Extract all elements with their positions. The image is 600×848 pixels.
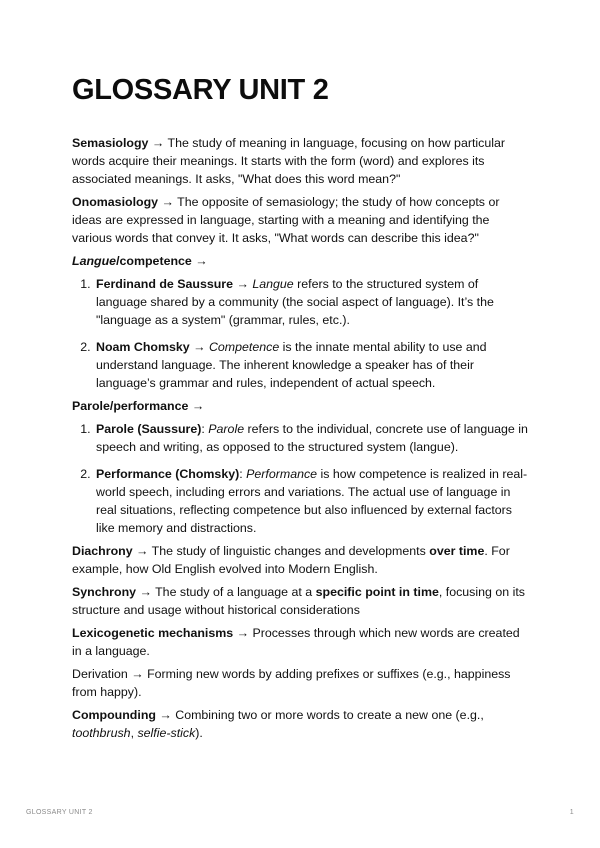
page-number: 1 — [569, 809, 574, 816]
arrow-icon: → — [159, 708, 172, 722]
term-parole-performance: Parole/performance — [72, 399, 189, 413]
entry-derivation: Derivation → Forming new words by adding prefixes or suffixes (e.g., happiness from happy). — [72, 667, 511, 699]
term-onomasiology: Onomasiology — [72, 195, 159, 209]
term-competence: /competence — [116, 254, 192, 268]
list-item-label: Noam Chomsky — [96, 340, 190, 354]
arrow-icon: → — [236, 626, 249, 640]
parole-list — [72, 420, 528, 537]
page-title: GLOSSARY UNIT 2 — [72, 74, 329, 106]
arrow-icon: → — [193, 340, 206, 354]
list-item-text: is the innate mental ability to use and understand language. The inherent knowledge a speaker has of their language’s grammar and rules, independent of actual speech. — [96, 340, 487, 390]
emphasis-over-time: over time — [429, 544, 485, 558]
arrow-icon: → — [161, 195, 174, 209]
term-diachrony: Diachrony — [72, 544, 133, 558]
entry-compounding: Compounding → Combining two or more words to create a new one (e.g., toothbrush, selfie-stick). — [72, 708, 484, 740]
heading-parole-performance — [72, 397, 528, 415]
list-item-term: Performance — [246, 467, 318, 481]
entry-lexicogenetic: Lexicogenetic mechanisms → Processes through which new words are created in a language. — [72, 626, 520, 658]
term-semasiology: Semasiology — [72, 136, 149, 150]
langue-list — [72, 275, 528, 392]
list-item-label: Performance (Chomsky) — [96, 467, 240, 481]
arrow-icon: → — [191, 399, 205, 413]
list-item — [94, 338, 528, 392]
entry-onomasiology — [72, 193, 528, 247]
list-item: 1. Parole (Saussure): Parole refers to the individual, concrete use of language in speech and writing, as opposed to the structured system (langue). — [94, 420, 528, 456]
footer-title: GLOSSARY UNIT 2 — [26, 809, 93, 816]
example-selfie-stick: selfie-stick — [137, 726, 196, 740]
term-synchrony: Synchrony — [72, 585, 137, 599]
arrow-icon: → — [136, 544, 149, 558]
list-item-label: Ferdinand de Saussure — [96, 277, 234, 291]
list-item: 2. Performance (Chomsky): Performance is how competence is realized in real-world speech, including errors and variations. The actual use of language in real situations, reflecting competence but also influenced by external factors like memory and distractions. — [94, 465, 528, 537]
term-compounding: Compounding — [72, 708, 156, 722]
term-derivation: Derivation — [72, 667, 128, 681]
term-lexicogenetic: Lexicogenetic mechanisms — [72, 626, 234, 640]
arrow-icon: → — [236, 277, 249, 291]
document-page — [72, 72, 528, 747]
page-footer — [26, 809, 574, 816]
list-item-term: Langue — [252, 277, 294, 291]
list-item-term: Competence — [208, 340, 280, 354]
arrow-icon: → — [195, 254, 208, 268]
arrow-icon: → — [131, 667, 144, 681]
list-item-label: Parole (Saussure) — [96, 422, 202, 436]
definition-semasiology: The study of meaning in language, focusing on how particular words acquire their meanings. It starts with the form (word) and explores its associated meanings. It asks, "What does this word mean?" — [72, 136, 506, 186]
list-item — [94, 275, 528, 329]
heading-langue-competence — [72, 252, 528, 270]
entry-synchrony: Synchrony → The study of a language at a specific point in time, focusing on its structure and usage without historical considerations — [72, 585, 525, 617]
list-item-text: refers to the individual, concrete use of language in speech and writing, as opposed to the structured system (langue). — [96, 422, 528, 454]
list-item-term: Parole — [208, 422, 245, 436]
entry-semasiology — [72, 134, 528, 188]
example-toothbrush: toothbrush — [72, 726, 131, 740]
emphasis-specific-point: specific point in time — [315, 585, 439, 599]
arrow-icon: → — [139, 585, 152, 599]
list-item-text: is how competence is realized in real-world speech, including errors and variations. The actual use of language in real situations, reflecting competence but also influenced by external factors like memory and distractions. — [96, 467, 528, 535]
term-langue: Langue — [72, 254, 117, 268]
list-item-text: refers to the structured system of language shared by a community (the social aspect of language). It’s the "language as a system" (grammar, rules, etc.). — [96, 277, 494, 327]
entry-diachrony: Diachrony → The study of linguistic changes and developments over time. For example, how Old English evolved into Modern English. — [72, 544, 510, 576]
arrow-icon: → — [151, 136, 165, 150]
definition-onomasiology: The opposite of semasiology; the study of how concepts or ideas are expressed in language, starting with a meaning and identifying the various words that convey it. It asks, "What words can describe this idea?" — [72, 195, 500, 245]
